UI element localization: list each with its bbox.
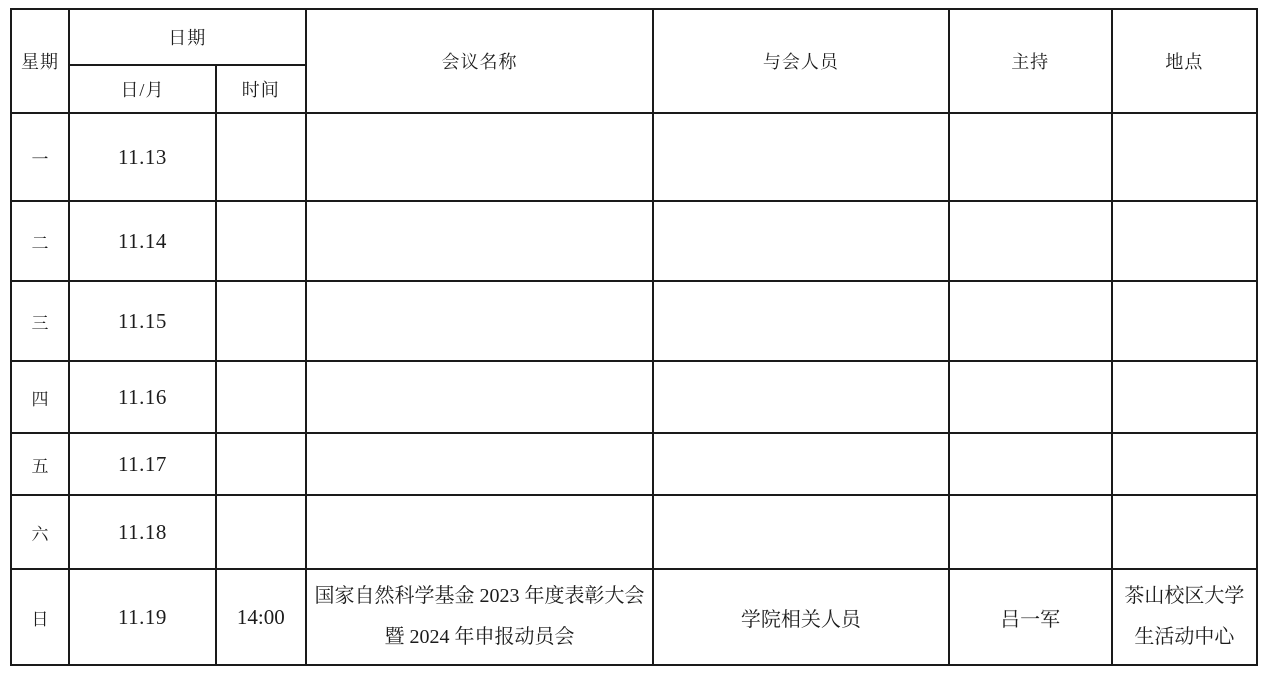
- meeting-cell: [306, 361, 654, 433]
- attendees-cell: [653, 201, 948, 281]
- date-cell: [69, 361, 216, 433]
- attendees-cell: [653, 281, 948, 361]
- week-label: 六: [31, 524, 49, 544]
- header-row-top: [11, 9, 1257, 65]
- table-row-wednesday: [11, 281, 1257, 361]
- host-label: 吕一军: [1000, 608, 1061, 631]
- time-cell: [216, 113, 306, 201]
- host-cell: [949, 201, 1112, 281]
- weekly-meeting-schedule-table: [10, 8, 1258, 666]
- date-label: 11.15: [117, 308, 167, 333]
- table-row-monday: [11, 113, 1257, 201]
- date-cell: [69, 433, 216, 495]
- week-label: 三: [31, 313, 49, 333]
- date-label: 11.18: [117, 519, 167, 544]
- table-row-sunday: [11, 569, 1257, 665]
- header-week-label: 星期: [20, 52, 59, 72]
- time-cell: [216, 361, 306, 433]
- meeting-cell: [306, 569, 654, 665]
- date-cell: [69, 569, 216, 665]
- date-label: 11.19: [117, 604, 167, 629]
- meeting-cell: [306, 113, 654, 201]
- week-label: 一: [31, 149, 49, 169]
- header-week: [11, 9, 69, 113]
- location-cell: [1112, 361, 1257, 433]
- date-label: 11.16: [117, 384, 167, 409]
- meeting-cell: [306, 495, 654, 569]
- time-cell: [216, 281, 306, 361]
- attendees-cell: [653, 569, 948, 665]
- header-location-label: 地点: [1165, 52, 1204, 72]
- date-cell: [69, 495, 216, 569]
- date-cell: [69, 281, 216, 361]
- meeting-cell: [306, 281, 654, 361]
- location-cell: [1112, 201, 1257, 281]
- host-cell: [949, 569, 1112, 665]
- time-cell: [216, 201, 306, 281]
- location-cell: [1112, 495, 1257, 569]
- attendees-cell: [653, 361, 948, 433]
- meeting-cell: [306, 201, 654, 281]
- week-label: 四: [31, 389, 49, 409]
- time-cell: [216, 569, 306, 665]
- week-cell: [11, 281, 69, 361]
- location-cell: [1112, 569, 1257, 665]
- meeting-label: 国家自然科学基金 2023 年度表彰大会暨 2024 年申报动员会: [314, 585, 645, 648]
- time-label: 14:00: [236, 604, 285, 629]
- header-date-group: [69, 9, 306, 65]
- week-cell: [11, 361, 69, 433]
- header-meeting: [306, 9, 654, 113]
- header-host: [949, 9, 1112, 113]
- meeting-cell: [306, 433, 654, 495]
- header-day-month-label: 日/月: [120, 80, 165, 100]
- host-cell: [949, 433, 1112, 495]
- header-host-label: 主持: [1011, 52, 1050, 72]
- date-label: 11.17: [117, 451, 167, 476]
- header-meeting-label: 会议名称: [441, 52, 518, 72]
- time-cell: [216, 433, 306, 495]
- week-cell: [11, 433, 69, 495]
- time-cell: [216, 495, 306, 569]
- header-attendees: [653, 9, 948, 113]
- attendees-cell: [653, 113, 948, 201]
- header-date-group-label: 日期: [168, 28, 207, 48]
- header-location: [1112, 9, 1257, 113]
- date-label: 11.14: [117, 228, 167, 253]
- week-cell: [11, 201, 69, 281]
- table-row-saturday: [11, 495, 1257, 569]
- week-cell: [11, 113, 69, 201]
- host-cell: [949, 361, 1112, 433]
- host-cell: [949, 495, 1112, 569]
- header-time-label: 时间: [241, 80, 280, 100]
- week-cell: [11, 569, 69, 665]
- date-label: 11.13: [117, 144, 167, 169]
- location-cell: [1112, 281, 1257, 361]
- table-row-thursday: [11, 361, 1257, 433]
- week-cell: [11, 495, 69, 569]
- date-cell: [69, 201, 216, 281]
- header-time: [216, 65, 306, 113]
- host-cell: [949, 113, 1112, 201]
- week-label: 五: [31, 456, 49, 476]
- week-label: 日: [31, 609, 49, 629]
- table-row-tuesday: [11, 201, 1257, 281]
- header-attendees-label: 与会人员: [762, 52, 839, 72]
- week-label: 二: [31, 233, 49, 253]
- attendees-cell: [653, 495, 948, 569]
- attendees-label: 学院相关人员: [740, 608, 861, 631]
- header-day-month: [69, 65, 216, 113]
- attendees-cell: [653, 433, 948, 495]
- table-row-friday: [11, 433, 1257, 495]
- location-cell: [1112, 433, 1257, 495]
- location-label: 茶山校区大学生活动中心: [1124, 585, 1245, 648]
- date-cell: [69, 113, 216, 201]
- location-cell: [1112, 113, 1257, 201]
- host-cell: [949, 281, 1112, 361]
